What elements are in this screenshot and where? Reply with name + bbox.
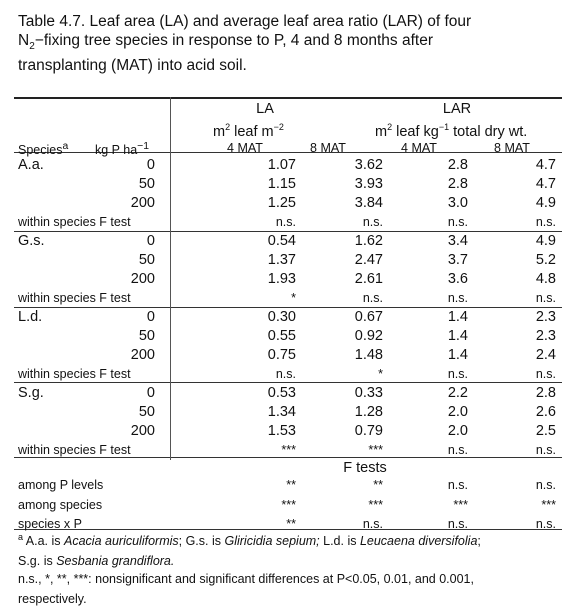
- p-level-cell: 200: [130, 423, 155, 439]
- ftest-label: among P levels: [18, 478, 104, 492]
- col-la-8mat: 8 MAT: [310, 141, 346, 155]
- p-level-cell: 200: [130, 347, 155, 363]
- la-unit-m-exp: 2: [225, 122, 231, 132]
- la-header: LA: [256, 101, 274, 117]
- table-cell: 2.8: [535, 385, 556, 401]
- table-cell: 1.62: [354, 233, 383, 249]
- p-level-cell: 0: [146, 385, 155, 401]
- p-level-cell: 50: [138, 176, 155, 192]
- ftest-label: among species: [18, 498, 103, 512]
- ftest-cell: n.s.: [535, 517, 556, 531]
- ftest-cell: n.s.: [362, 517, 383, 531]
- species-label-cell: L.d.: [18, 309, 43, 325]
- table-cell: n.s.: [447, 443, 468, 457]
- la-unit-leaf: leaf m: [230, 123, 274, 140]
- footnote-text-2: ; G.s. is: [178, 534, 225, 549]
- footnote-mark: a: [18, 532, 24, 542]
- table-cell: 0.53: [267, 385, 296, 401]
- table-cell: 4.8: [535, 271, 556, 287]
- ftest-cell: n.s.: [535, 478, 556, 492]
- table-cell: n.s.: [535, 215, 556, 229]
- significance-line-1: n.s., *, **, ***: nonsignificant and significant differences at P<0.05, 0.01, and 0.001,: [18, 572, 474, 586]
- table-cell: 1.28: [354, 404, 383, 420]
- lar-unit-kg-exp: −1: [438, 122, 450, 132]
- table-cell: n.s.: [275, 215, 296, 229]
- table-cell: 4.9: [535, 233, 556, 249]
- table-cell: 4.7: [535, 176, 556, 192]
- table-cell: 0.54: [267, 233, 296, 249]
- table-cell: n.s.: [535, 291, 556, 305]
- table-cell: 2.3: [535, 309, 556, 325]
- table-cell: 3.0: [447, 195, 468, 211]
- species-name-gs: Gliricidia sepium;: [224, 534, 320, 549]
- table-cell: 2.2: [447, 385, 468, 401]
- footnote-significance: [18, 569, 563, 609]
- table-caption: [18, 12, 558, 75]
- table-cell: n.s.: [535, 443, 556, 457]
- table-cell: 2.0: [447, 404, 468, 420]
- species-label-cell: S.g.: [18, 385, 44, 401]
- ftest-cell: ***: [541, 498, 556, 512]
- species-label-cell: G.s.: [18, 233, 45, 249]
- ftests-title: F tests: [343, 460, 387, 476]
- lar-header: LAR: [442, 101, 472, 117]
- within-species-ftest-label: within species F test: [18, 367, 131, 381]
- table-cell: 1.07: [267, 157, 296, 173]
- footnote-text-4: ;: [477, 534, 481, 549]
- within-species-ftest-label: within species F test: [18, 291, 131, 305]
- table-cell: 1.93: [267, 271, 296, 287]
- table-cell: ***: [281, 443, 296, 457]
- table-cell: 3.7: [447, 252, 468, 268]
- col-la-4mat: 4 MAT: [227, 141, 263, 155]
- table-cell: 2.0: [447, 423, 468, 439]
- footnote-text-3: L.d. is: [319, 534, 360, 549]
- caption-n: N: [18, 32, 30, 49]
- species-footnote-mark: a: [62, 141, 69, 152]
- lar-unit: [375, 118, 527, 141]
- table-cell: 2.47: [354, 252, 383, 268]
- ftest-cell: **: [286, 517, 296, 531]
- caption-line-2-rest: −fixing tree species in response to P, 4 and 8 months after: [34, 32, 433, 49]
- ftest-cell: **: [373, 478, 383, 492]
- table-cell: 0.55: [267, 328, 296, 344]
- la-unit-m: m: [213, 123, 226, 140]
- table-cell: 2.6: [535, 404, 556, 420]
- table-cell: 5.2: [535, 252, 556, 268]
- table-cell: *: [291, 291, 296, 305]
- table-cell: 3.84: [354, 195, 383, 211]
- ftest-cell: n.s.: [447, 517, 468, 531]
- table-cell: 0.75: [267, 347, 296, 363]
- table-cell: 3.4: [447, 233, 468, 249]
- table-cell: 1.4: [447, 347, 468, 363]
- table-cell: 4.7: [535, 157, 556, 173]
- table-cell: 1.53: [267, 423, 296, 439]
- ftest-label: species x P: [18, 517, 82, 531]
- within-species-ftest-label: within species F test: [18, 443, 131, 457]
- caption-n-subscript: 2: [29, 41, 35, 53]
- table-cell: 0.92: [354, 328, 383, 344]
- caption-line-2: [18, 31, 558, 56]
- species-label-cell: A.a.: [18, 157, 44, 173]
- table-cell: 3.6: [447, 271, 468, 287]
- table-cell: 1.4: [447, 328, 468, 344]
- species-name-aa: Acacia auriculiformis: [64, 534, 179, 549]
- ftest-cell: ***: [453, 498, 468, 512]
- lar-unit-m-exp: 2: [387, 122, 393, 132]
- ftest-cell: **: [286, 478, 296, 492]
- stub-divider: [170, 97, 171, 460]
- table-cell: n.s.: [275, 367, 296, 381]
- caption-line-3: transplanting (MAT) into acid soil.: [18, 57, 247, 75]
- table-cell: 1.4: [447, 309, 468, 325]
- table-cell: 0.33: [354, 385, 383, 401]
- lar-unit-leaf: leaf kg: [392, 123, 439, 140]
- table-cell: n.s.: [535, 367, 556, 381]
- kgp-label: kg P ha: [95, 143, 138, 158]
- p-level-cell: 0: [146, 157, 155, 173]
- p-level-cell: 200: [130, 195, 155, 211]
- table-cell: n.s.: [447, 215, 468, 229]
- species-label: Species: [18, 143, 63, 158]
- p-level-cell: 50: [138, 404, 155, 420]
- ftest-cell: ***: [281, 498, 296, 512]
- table-cell: n.s.: [447, 291, 468, 305]
- lar-unit-m: m: [375, 123, 388, 140]
- table-cell: 2.4: [535, 347, 556, 363]
- table-cell: 4.9: [535, 195, 556, 211]
- footnote-text-1: A.a. is: [23, 534, 65, 549]
- table-cell: 2.61: [354, 271, 383, 287]
- table-cell: 2.8: [447, 157, 468, 173]
- p-level-cell: 0: [146, 233, 155, 249]
- table-cell: 0.79: [354, 423, 383, 439]
- kgp-exp: −1: [137, 141, 150, 152]
- lar-unit-total: total dry wt.: [449, 123, 528, 140]
- footnote-species: [18, 527, 563, 571]
- table-cell: 2.8: [447, 176, 468, 192]
- p-level-cell: 50: [138, 328, 155, 344]
- la-unit-exp: −2: [273, 122, 284, 132]
- table-cell: 1.48: [354, 347, 383, 363]
- table-cell: 2.5: [535, 423, 556, 439]
- col-lar-8mat: 8 MAT: [494, 141, 530, 155]
- table-cell: 0.67: [354, 309, 383, 325]
- species-name-sg: Sesbania grandiflora.: [56, 554, 175, 569]
- table-cell: *: [378, 367, 383, 381]
- footnote-text-5: S.g. is: [18, 554, 57, 569]
- significance-line-2: respectively.: [18, 592, 87, 606]
- table-cell: 1.25: [267, 195, 296, 211]
- top-rule: [14, 97, 562, 99]
- table-cell: 1.37: [267, 252, 296, 268]
- table-cell: 3.93: [354, 176, 383, 192]
- table-cell: 1.34: [267, 404, 296, 420]
- la-unit: [213, 118, 284, 141]
- table-cell: 0.30: [267, 309, 296, 325]
- table-cell: n.s.: [447, 367, 468, 381]
- col-lar-4mat: 4 MAT: [401, 141, 437, 155]
- table-cell: 1.15: [267, 176, 296, 192]
- table-cell: n.s.: [362, 291, 383, 305]
- table-cell: 2.3: [535, 328, 556, 344]
- species-name-ld: Leucaena diversifolia: [359, 534, 478, 549]
- within-species-ftest-label: within species F test: [18, 215, 131, 229]
- p-level-cell: 0: [146, 309, 155, 325]
- table-cell: n.s.: [362, 215, 383, 229]
- ftest-cell: n.s.: [447, 478, 468, 492]
- p-level-cell: 50: [138, 252, 155, 268]
- table-cell: 3.62: [354, 157, 383, 173]
- caption-line-1: Table 4.7. Leaf area (LA) and average leaf area ratio (LAR) of four: [18, 13, 472, 30]
- ftest-cell: ***: [368, 498, 383, 512]
- p-level-cell: 200: [130, 271, 155, 287]
- table-cell: ***: [368, 443, 383, 457]
